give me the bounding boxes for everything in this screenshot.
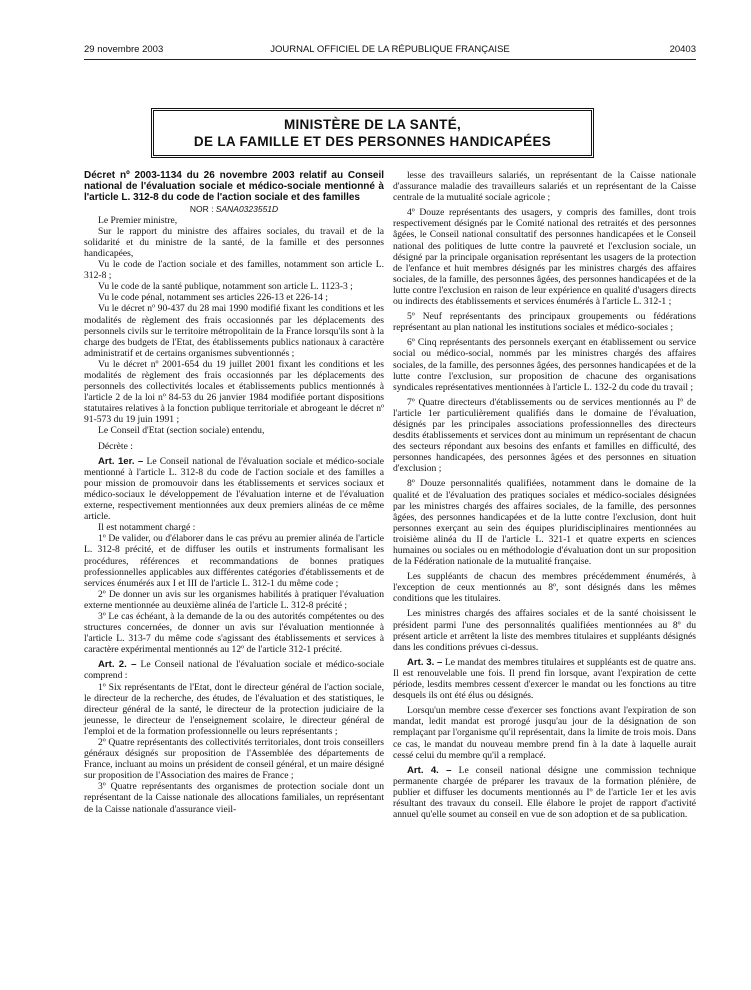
article-1-item: 1º De valider, ou d'élaborer dans le cas prévu au premier alinéa de l'article L. 312-8 précité, et de diffuser les outils et instruments formalisant les procédures, références et recommandations de bonnes pratiques professionnelles applicables aux différentes catégories d'établissements et de services énumérés aux I et III de l'article L. 312-1 du même code ;: [84, 533, 384, 589]
preamble-paragraph: Décrète :: [98, 440, 133, 452]
article-1-items: [84, 522, 384, 655]
article-2-text: Le Conseil national de l'évaluation sociale et médico-sociale comprend :: [84, 659, 384, 682]
preamble-paragraph: Sur le rapport du ministre des affaires sociales, du travail et de la solidarité et du ministre de la santé, de la famille et des personnes handicapées,: [84, 225, 384, 259]
article-1-item: 2º De donner un avis sur les organismes habilités à pratiquer l'évaluation externe mentionnée au deuxième alinéa de l'article L. 312-8 précité ;: [84, 588, 384, 611]
article-2-items: [84, 682, 384, 815]
preamble-paragraph: Le Conseil d'Etat (section sociale) entendu,: [98, 425, 265, 437]
journal-title: JOURNAL OFFICIEL DE LA RÉPUBLIQUE FRANÇAISE: [270, 44, 510, 55]
publication-date: 29 novembre 2003: [84, 44, 164, 55]
preamble-paragraph: Vu le décret nº 90-437 du 28 mai 1990 modifié fixant les conditions et les modalités de règlement des frais occasionnés par les déplacements des personnels civils sur le territoire métropolitain de la France lorsqu'ils sont à la charge des budgets de l'Etat, des établissements publics nationaux à caractère administratif et de certains organismes subventionnés ;: [84, 303, 384, 359]
article-2-item: Les suppléants de chacun des membres précédemment énumérés, à l'exception de ceux mentionnés au 8º, sont désignés dans les mêmes conditions que les titulaires.: [393, 571, 696, 605]
article-2-item: 6º Cinq représentants des personnels exerçant en établissement ou service social ou médico-social, nommés par les ministres chargés des affaires sociales, de la famille, des personnes âgées, des personnes handicapées et de la lutte contre l'exclusion, sur proposition de chacune des organisations syndicales représentatives mentionnées à l'article L. 132-2 du code du travail ;: [393, 337, 696, 393]
preamble-paragraph: Le Premier ministre,: [98, 214, 178, 226]
article-2-item: 1º Six représentants de l'Etat, dont le directeur général de l'action sociale, le directeur de la recherche, des études, de l'évaluation et des statistiques, le directeur général de la santé, le directeur de la protection judiciaire de la jeunesse, le directeur de l'enseignement scolaire, le directeur général de l'emploi et de la formation professionnelle ou leurs représentants ;: [84, 681, 384, 737]
preamble-paragraph: Vu le code de la santé publique, notamment son article L. 1123-3 ;: [98, 281, 353, 293]
article-2-item: lesse des travailleurs salariés, un représentant de la Caisse nationale d'assurance maladie des travailleurs salariés et un représentant de la Caisse centrale de la mutualité sociale agricole ;: [393, 170, 696, 204]
article-2-item: Les ministres chargés des affaires sociales et de la santé choisissent le président parmi l'une des personnalités qualifiées mentionnées au 8º du présent article et arrêtent la liste des membres titulaires et suppléants désignés dans les conditions prévues ci-dessus.: [393, 608, 696, 653]
preamble-paragraph: Vu le code de l'action sociale et des familles, notamment son article L. 312-8 ;: [84, 259, 384, 282]
article-3-paragraph-2: Lorsqu'un membre cesse d'exercer ses fonctions avant l'expiration de son mandat, ledit mandat est prorogé jusqu'au jour de la désignation de son remplaçant par l'organisme qu'il représentait, dans la limite de trois mois. Dans ce cas, le mandat du nouveau membre prend fin à la date à laquelle aurait cessé celui du membre qu'il a remplacé.: [393, 705, 697, 761]
article-4-label: Art. 4. –: [407, 764, 452, 776]
decree-title: Décret nº 2003-1134 du 26 novembre 2003 relatif au Conseil national de l'évaluation sociale et médico-sociale mentionné à l'article L. 312-8 du code de l'action sociale et des familles: [84, 170, 384, 204]
article-2-item: 7º Quatre directeurs d'établissements ou de services mentionnés au Iº de l'article 1er particulièrement qualifiés dans le domaine de l'évaluation, désignés par les principales associations professionnelles des directeurs desdits établissements et services dont au minimum un représentant de chacun des secteurs répondant aux besoins des enfants et familles en difficulté, des personnes handicapées, des personnes âgées et des personnes en situation d'exclusion ;: [393, 396, 696, 475]
article-2-continued: [393, 170, 696, 653]
header-rule: [84, 59, 696, 60]
left-column: [84, 170, 384, 815]
article-1-item: Il est notamment chargé :: [98, 522, 196, 534]
ministry-line-2: DE LA FAMILLE ET DES PERSONNES HANDICAPÉES: [193, 134, 552, 149]
article-3-text: Le mandat des membres titulaires et suppléants est de quatre ans. Il est renouvelable une fois. Il prend fin lorsque, avant l'expiration de cette période, lesdits membres cessent d'exercer le mandat ou les fonctions au titre desquels ils ont été élus ou désignés.: [393, 656, 696, 702]
preamble: [84, 215, 384, 452]
right-column: [393, 170, 696, 820]
article-2-item: 2º Quatre représentants des collectivités territoriales, dont trois conseillers généraux désignés sur proposition de l'Assemblée des départements de France, incluant au moins un président de conseil général, et un maire désigné sur proposition de l'Association des maires de France ;: [84, 737, 384, 782]
nor-code: SANA0323551D: [215, 203, 279, 214]
article-4-text: Le conseil national désigne une commission technique permanente chargée de préparer les travaux de la formation plénière, de publier et diffuser les documents mentionnés au Iº de l'article 1er et les avis résultant des travaux du conseil. Elle élabore le projet de rapport d'activité annuel qu'elle soumet au conseil en vue de son adoption et de sa publication.: [393, 764, 696, 821]
article-2-item: 3º Quatre représentants des organismes de protection sociale dont un représentant de la Caisse nationale des allocations familiales, un représentant de la Caisse nationale d'assurance vieil-: [84, 781, 384, 815]
preamble-paragraph: Vu le décret nº 2001-654 du 19 juillet 2001 fixant les conditions et les modalités de règlement des frais occasionnés par les déplacements des personnels des collectivités locales et établissements publics mentionnés à l'article 2 de la loi nº 84-53 du 26 janvier 1984 modifiée portant dispositions statutaires relatives à la fonction publique territoriale et abrogeant le décret nº 91-573 du 19 juin 1991 ;: [84, 358, 384, 426]
article-1-item: 3º Le cas échéant, à la demande de la ou des autorités compétentes ou des structures concernées, de donner un avis sur l'évaluation mentionnée à l'article L. 313-7 du même code s'agissant des établissements et services à caractère expérimental mentionnés au 12º de l'article 312-1 précité.: [84, 610, 384, 656]
article-3-label: Art. 3. –: [407, 656, 443, 668]
article-2-item: 8º Douze personnalités qualifiées, notamment dans le domaine de la qualité et de l'évaluation des pratiques sociales et médico-sociales désignées par les ministres chargés des affaires sociales, de la famille, des personnes âgées, des personnes handicapées et de la lutte contre l'exclusion, dont huit personnes exerçant au sein des équipes pluridisciplinaires mentionnées au troisième alinéa du II de l'article L. 321-1 et quatre experts en sciences humaines ou sociales ou en méthodologie d'évaluation dont un sur proposition de la Fédération nationale de la mutualité française.: [393, 478, 696, 568]
article-2-label: Art. 2. –: [98, 659, 137, 671]
page-header: [84, 44, 696, 58]
article-1-label: Art. 1er. –: [98, 455, 144, 467]
ministry-line-1: MINISTÈRE DE LA SANTÉ,: [283, 117, 462, 132]
article-4: [393, 765, 696, 820]
article-1-text: Le Conseil national de l'évaluation sociale et médico-sociale mentionné à l'article L. 312-8 du code de l'action sociale et des familles a pour mission de promouvoir dans les établissements et services sociaux et médico-sociaux le développement de l'évaluation interne et de l'évaluation externe, respectivement mentionnées aux deux premiers alinéas de ce même article.: [84, 455, 384, 523]
article-2-item: 5º Neuf représentants des principaux groupements ou fédérations représentant au plan national les institutions sociales et médico-sociales ;: [393, 311, 696, 334]
article-1: [84, 456, 384, 523]
article-2: [84, 659, 384, 681]
preamble-paragraph: Vu le code pénal, notamment ses articles 226-13 et 226-14 ;: [98, 292, 328, 304]
ministry-box: [151, 108, 594, 158]
article-2-item: 4º Douze représentants des usagers, y compris des familles, dont trois respectivement désignés par le Comité national des retraités et des personnes âgées, le Conseil national consultatif des personnes handicapées et le Conseil national des politiques de lutte contre la pauvreté et l'exclusion sociale, un désigné par la principale organisation représentant les usagers de la protection de l'enfance et huit membres désignés par les ministres chargés des affaires sociales, de la famille, des personnes âgées, des personnes handicapées et de la lutte contre l'exclusion en raison de leur expérience en qualité d'usagers directs ou indirects des établissements et services énumérés à l'article L. 312-1 ;: [393, 207, 696, 308]
nor-reference: [84, 204, 384, 215]
page-number: 20403: [669, 44, 696, 55]
nor-label: NOR :: [189, 203, 216, 214]
article-3: [393, 657, 696, 701]
